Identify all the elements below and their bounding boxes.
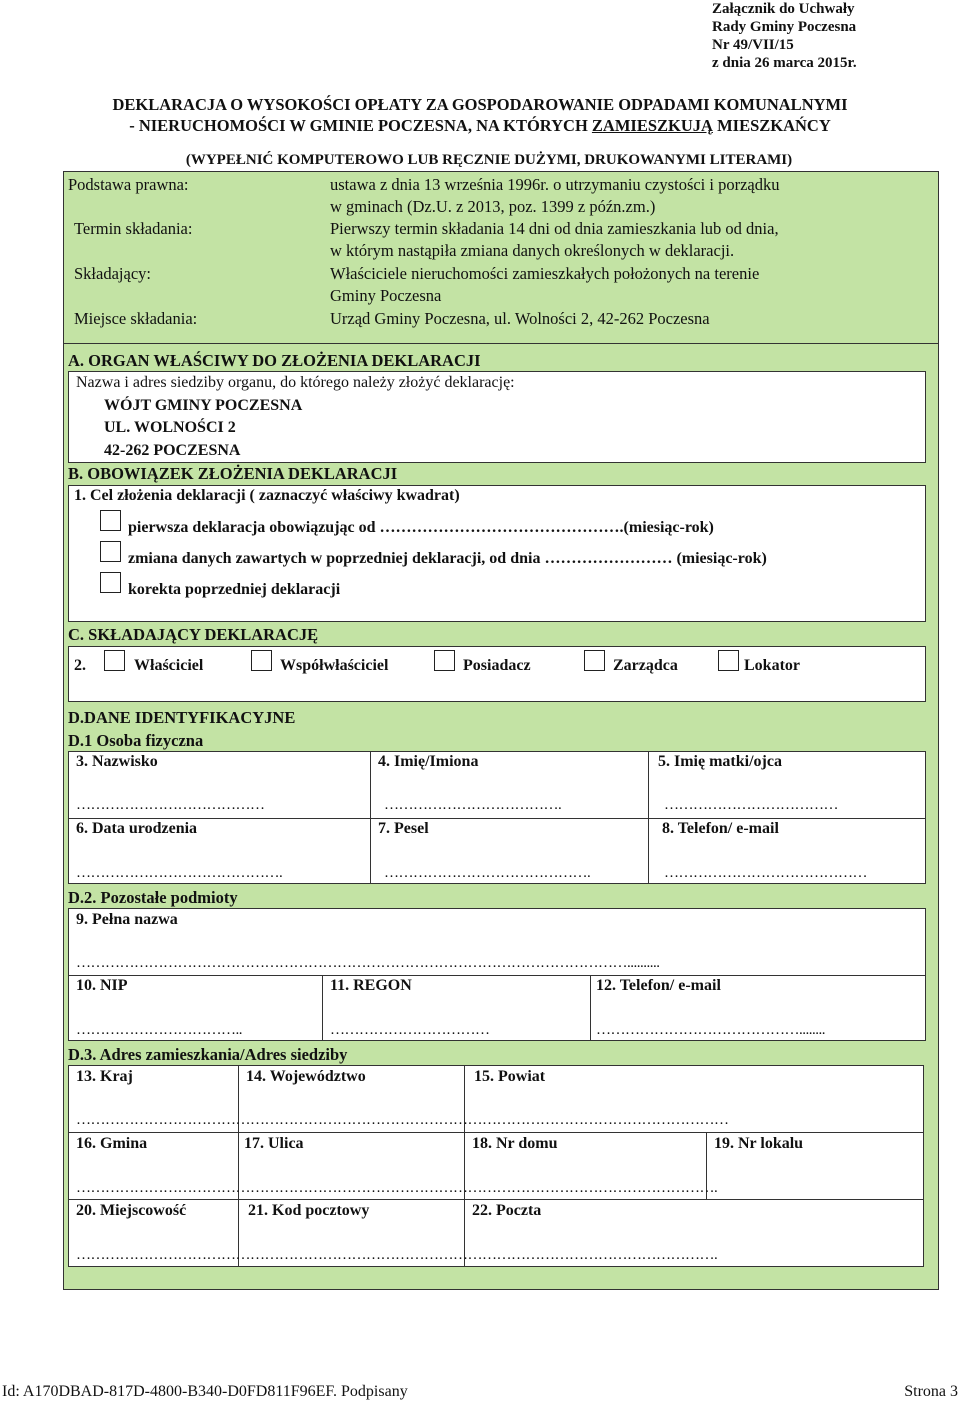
section-a-title: A. ORGAN WŁAŚCIWY DO ZŁOŻENIA DEKLARACJI [68,351,481,370]
phone-email-label: 8. Telefon/ e-mail [662,820,779,837]
section-b-title: B. OBOWIĄZEK ZŁOŻENIA DEKLARACJI [68,464,398,483]
place-value: Urząd Gminy Poczesna, ul. Wolności 2, 42-262 Poczesna [330,309,710,328]
country-label: 13. Kraj [76,1068,133,1085]
title-line-1: DEKLARACJA O WYSOKOŚCI OPŁATY ZA GOSPODAROWANIE ODPADAMI KOMUNALNYMI [112,95,848,114]
co-owner-label: Współwłaściciel [280,657,389,674]
section-d1-title: D.1 Osoba fizyczna [68,731,204,750]
manager-checkbox[interactable] [584,650,605,671]
manager-label: Zarządca [613,657,678,674]
municipality-label: 16. Gmina [76,1135,148,1152]
house-number-label: 18. Nr domu [472,1135,558,1152]
filer-label: Składający: [74,264,151,283]
section-d2-title: D.2. Pozostałe podmioty [68,888,238,907]
attachment-line-1: Załącznik do Uchwały [712,1,855,17]
title-line-2 [0,115,960,136]
filer-value-2: Gminy Poczesna [330,286,442,305]
entity-phone-email-label: 12. Telefon/ e-mail [596,977,721,994]
basis-divider [63,343,939,344]
legal-basis-value-2: w gminach (Dz.U. z 2013, poz. 1399 z późn.zm.) [330,197,656,216]
parent-name-label: 5. Imię matki/ojca [658,753,782,770]
correction-option: korekta poprzedniej deklaracji [128,581,341,598]
grid-divider [68,1132,924,1133]
birth-date-label: 6. Data urodzenia [76,820,198,837]
title-line-2c: MIESZKAŃCY [712,116,831,135]
apartment-number-label: 19. Nr lokalu [714,1135,804,1152]
grid-divider [464,1065,465,1267]
grid-divider [322,975,323,1041]
tenant-checkbox[interactable] [718,650,739,671]
surname-field[interactable]: ………………………………… [76,797,265,813]
first-names-field[interactable]: ………………………………. [384,797,562,813]
section-d-title: D.DANE IDENTYFIKACYJNE [68,708,296,727]
authority-street: UL. WOLNOŚCI 2 [104,419,236,436]
place-label: Miejsce składania: [74,309,198,328]
street-address-field[interactable]: ……………………………………………………………………………………………………………………. [76,1180,718,1196]
full-name-label: 9. Pełna nazwa [76,911,178,928]
declaration-title [0,94,960,136]
holder-checkbox[interactable] [434,650,455,671]
country-region-field[interactable]: ……………………………………………………………………………………………………………………… [76,1112,729,1128]
section-c-number: 2. [74,657,86,674]
birth-date-field[interactable]: ……………………………………. [76,865,283,881]
street-label: 17. Ulica [244,1135,304,1152]
postal-code-label: 21. Kod pocztowy [248,1202,370,1219]
locality-label: 20. Miejscowość [76,1202,187,1219]
change-data-option: zmiana danych zawartych w poprzedniej deklaracji, od dnia …………………… (miesiąc-rok) [128,550,767,567]
attachment-line-4: z dnia 26 marca 2015r. [712,55,857,71]
post-office-label: 22. Poczta [472,1202,542,1219]
owner-label: Właściciel [134,657,204,674]
grid-divider [68,818,926,819]
voivodeship-label: 14. Województwo [246,1068,366,1085]
authority-city: 42-262 POCZESNA [104,442,241,459]
regon-field[interactable]: …………………………… [330,1022,490,1038]
fill-instruction: (WYPEŁNIĆ KOMPUTEROWO LUB RĘCZNIE DUŻYMI, DRUKOWANYMI LITERAMI) [185,152,793,168]
full-name-field[interactable]: …………………………………………………………………………………………………….......... [76,955,660,971]
holder-label: Posiadacz [463,657,531,674]
legal-basis-label: Podstawa prawna: [68,175,189,194]
section-c-title: C. SKŁADAJĄCY DEKLARACJĘ [68,625,319,644]
legal-basis-value-1: ustawa z dnia 13 września 1996r. o utrzymaniu czystości i porządku [330,175,780,194]
entity-phone-email-field[interactable]: ……………………………………........ [596,1022,825,1038]
grid-divider [590,975,591,1041]
deadline-label: Termin składania: [74,219,193,238]
section-d3-title: D.3. Adres zamieszkania/Adres siedziby [68,1045,348,1064]
county-label: 15. Powiat [474,1068,546,1085]
correction-checkbox[interactable] [100,572,121,593]
document-id: Id: A170DBAD-817D-4800-B340-D0FD811F96EF. Podpisany [2,1383,408,1400]
purpose-label: 1. Cel złożenia deklaracji ( zaznaczyć właściwy kwadrat) [74,487,460,504]
first-declaration-option: pierwsza deklaracja obowiązując od ……………………………………….(miesiąc-rok) [128,519,714,536]
grid-divider [68,1199,924,1200]
section-a-label: Nazwa i adres siedziby organu, do którego należy złożyć deklarację: [76,374,515,391]
title-line-2a: - NIERUCHOMOŚCI W GMINIE POCZESNA, NA KTÓRYCH [129,116,592,135]
first-names-label: 4. Imię/Imiona [378,753,479,770]
change-data-checkbox[interactable] [100,541,121,562]
phone-email-field[interactable]: …………………………………… [664,865,867,881]
attachment-line-2: Rady Gminy Poczesna [712,19,857,35]
co-owner-checkbox[interactable] [251,650,272,671]
nip-label: 10. NIP [76,977,128,994]
first-declaration-checkbox[interactable] [100,510,121,531]
owner-checkbox[interactable] [104,650,125,671]
address-grid [68,1065,924,1267]
deadline-value-2: w którym nastąpiła zmiana danych określonych w deklaracji. [330,241,735,260]
locality-postal-field[interactable]: ……………………………………………………………………………………………………………………. [76,1247,718,1263]
authority-name: WÓJT GMINY POCZESNA [104,397,303,414]
surname-label: 3. Nazwisko [76,753,158,770]
pesel-label: 7. Pesel [378,820,429,837]
filer-value-1: Właściciele nieruchomości zamieszkałych położonych na terenie [330,264,760,283]
grid-divider [238,1065,239,1267]
attachment-note [712,0,952,72]
deadline-value-1: Pierwszy termin składania 14 dni od dnia zamieszkania lub od dnia, [330,219,779,238]
regon-label: 11. REGON [330,977,412,994]
attachment-line-3: Nr 49/VII/15 [712,37,794,53]
nip-field[interactable]: …………………………….. [76,1022,242,1038]
tenant-label: Lokator [744,657,800,674]
grid-divider [68,975,926,976]
pesel-field[interactable]: ……………………………………. [384,865,591,881]
parent-name-field[interactable]: ……………………………… [664,797,838,813]
title-line-2b: ZAMIESZKUJĄ [591,116,713,135]
page-number: Strona 3 [904,1383,958,1400]
